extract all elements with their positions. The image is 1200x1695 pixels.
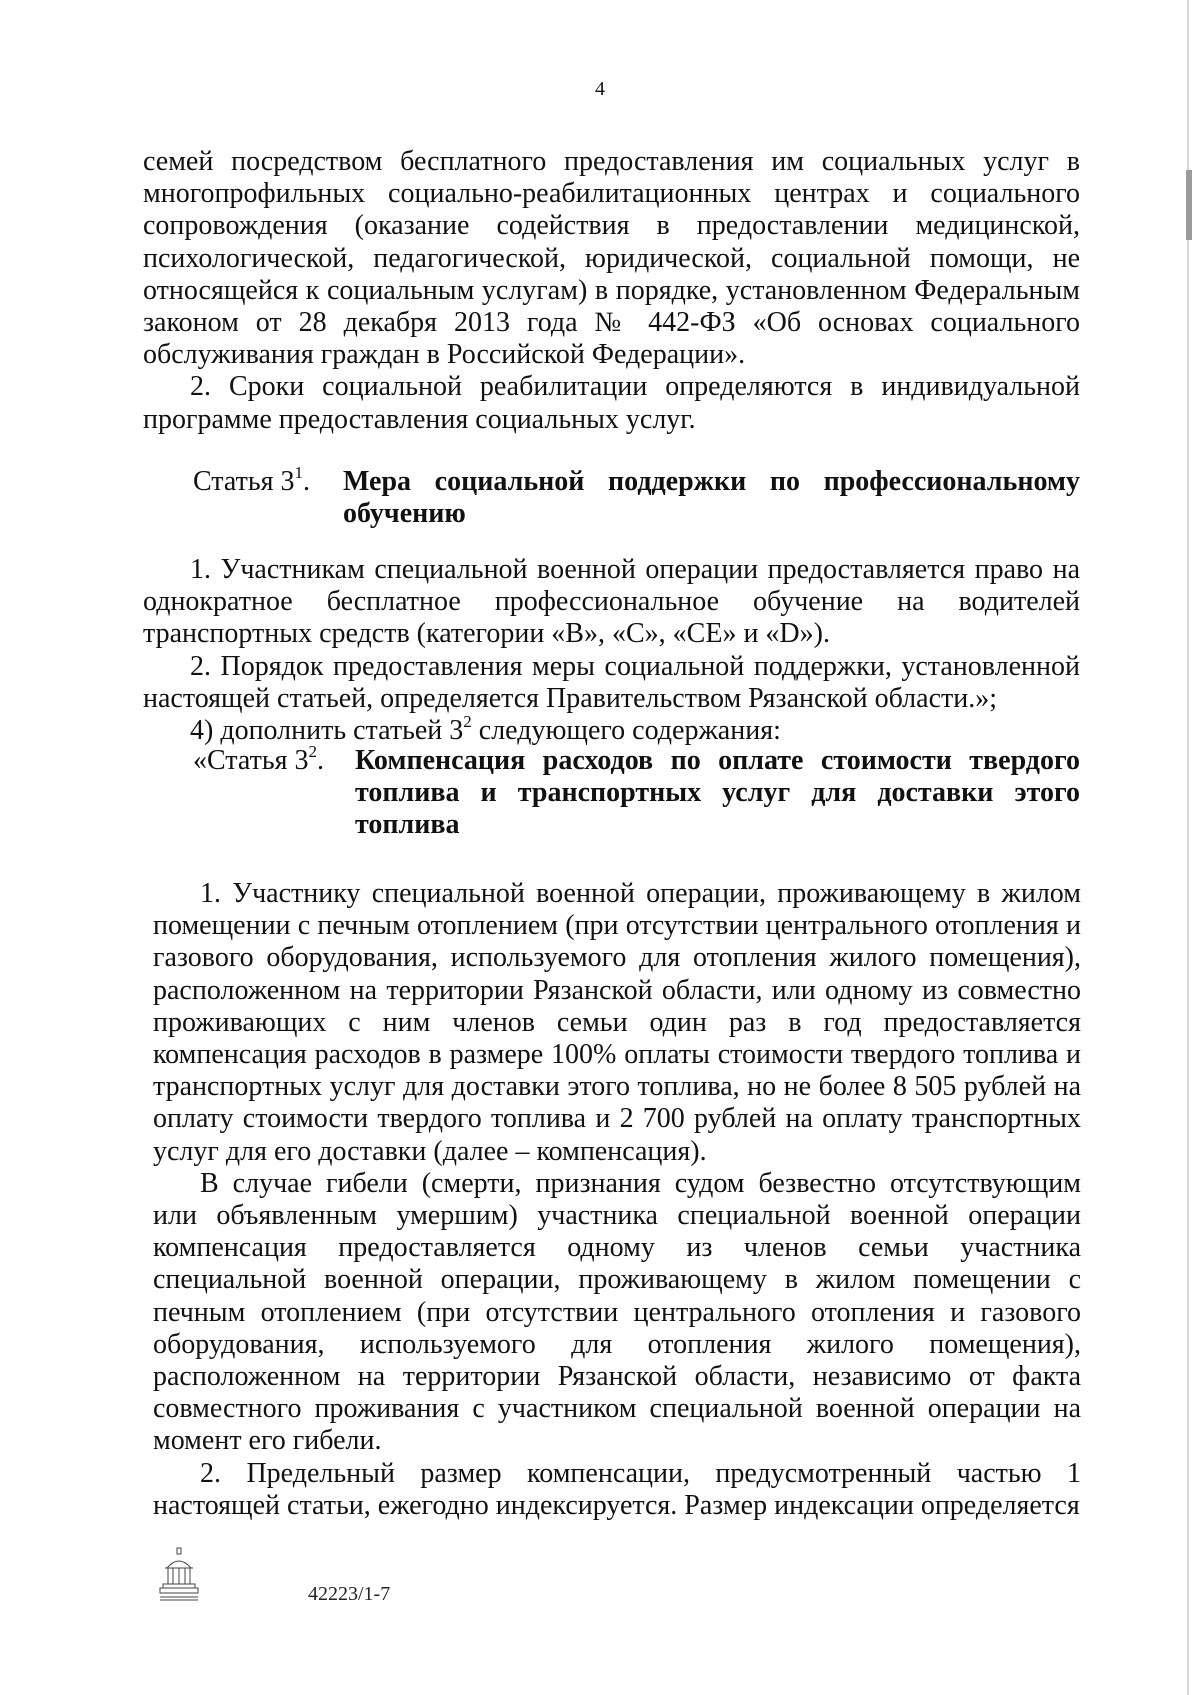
article-3-2-label: «Статья $3^2$. bbox=[193, 741, 324, 776]
article-3-2-body bbox=[153, 878, 1081, 1522]
article-3-1-title: Мера социальной поддержки по профессиональному обучению bbox=[343, 466, 1080, 529]
article-3-1-part-1: 1. Участникам специальной военной операции предоставляется право на однократное бесплатное профессиональное обучение на водителей транспортных средств (категории «В», «С», «СЕ» и «D»). bbox=[143, 554, 1080, 650]
article-3-1-body bbox=[143, 554, 1080, 747]
amendment-item-4: 4) дополнить статьей $3^2$ следующего содержания: bbox=[190, 711, 781, 747]
paragraph-family-rehab: семей посредством бесплатного предоставления им социальных услуг в многопрофильных социально-реабилитационных центрах и социального сопровождения (оказание содействия в предоставлении медицинской, психологической, педагогической, юридической, социальной помощи, не относящейся к социальным услугам) в порядке, установленном Федеральным законом от 28 декабря 2013 года № 442-ФЗ «Об основах социального обслуживания граждан в Российской Федерации». bbox=[143, 146, 1080, 371]
article-3-2-part-2: 2. Предельный размер компенсации, предусмотренный частью 1 настоящей статьи, ежегодно индексируется. Размер индексации определяется bbox=[153, 1457, 1081, 1521]
section-continuation bbox=[143, 146, 1080, 436]
article-3-1-part-2: 2. Порядок предоставления меры социальной поддержки, установленной настоящей статьей, определяется Правительством Рязанской области.»; bbox=[143, 650, 1080, 714]
article-3-2-title: Компенсация расходов по оплате стоимости твердого топлива и транспортных услуг для доставки этого топлива bbox=[355, 745, 1080, 840]
article-3-2-heading bbox=[193, 741, 1080, 841]
article-3-1-label: Статья $3^1$. bbox=[193, 462, 310, 497]
parliament-emblem-icon bbox=[157, 1546, 201, 1602]
page-number: 4 bbox=[595, 78, 605, 100]
document-code: 42223/1-7 bbox=[308, 1583, 391, 1605]
article-3-2-part-1: 1. Участнику специальной военной операции, проживающему в жилом помещении с печным отоплением (при отсутствии центрального отопления и газового оборудования, используемого для отопления жилого помещения), расположенном на территории Рязанской области, или одному из совместно проживающих с ним членов семьи один раз в год предоставляется компенсация расходов в размере 100% оплаты стоимости твердого топлива и транспортных услуг для доставки этого топлива, но не более 8 505 рублей на оплату стоимости твердого топлива и 2 700 рублей на оплату транспортных услуг для его доставки (далее – компенсация). bbox=[153, 878, 1081, 1167]
paragraph-rehab-terms: 2. Сроки социальной реабилитации определяются в индивидуальной программе предоставления социальных услуг. bbox=[143, 371, 1080, 435]
article-3-1-heading bbox=[193, 462, 1080, 530]
article-3-2-death-case: В случае гибели (смерти, признания судом безвестно отсутствующим или объявленным умершим) участника специальной военной операции компенсация предоставляется одному из членов семьи участника специальной военной операции, проживающему в жилом помещении с печным отоплением (при отсутствии центрального отопления и газового оборудования, используемого для отопления жилого помещения), расположенном на территории Рязанской области, независимо от факта совместного проживания с участником специальной военной операции на момент его гибели. bbox=[153, 1167, 1081, 1457]
scan-edge-artifact bbox=[1186, 0, 1192, 1695]
